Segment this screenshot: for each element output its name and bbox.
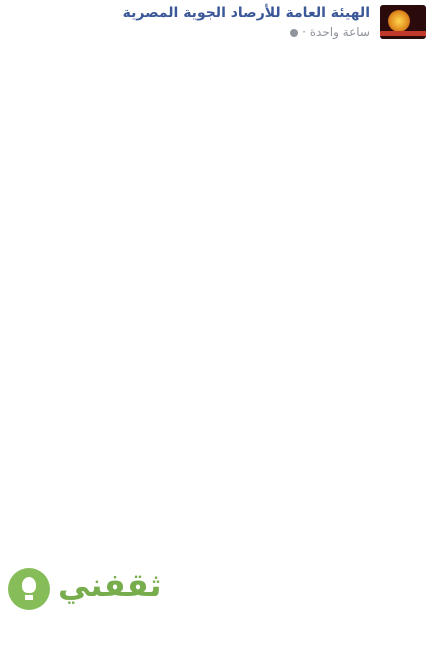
sun-logo-icon xyxy=(388,10,410,32)
page-avatar[interactable] xyxy=(380,5,426,39)
globe-icon xyxy=(290,29,298,37)
watermark-logo xyxy=(4,560,162,620)
logo-band xyxy=(380,31,426,36)
watermark-text: ثقفني xyxy=(58,566,162,604)
page-name-link[interactable]: الهيئة العامة للأرصاد الجوية المصرية xyxy=(122,5,370,21)
post-header xyxy=(0,0,434,44)
lightbulb-icon xyxy=(8,568,50,610)
post-time[interactable]: ساعة واحدة · xyxy=(302,25,370,39)
post-meta xyxy=(286,25,370,39)
